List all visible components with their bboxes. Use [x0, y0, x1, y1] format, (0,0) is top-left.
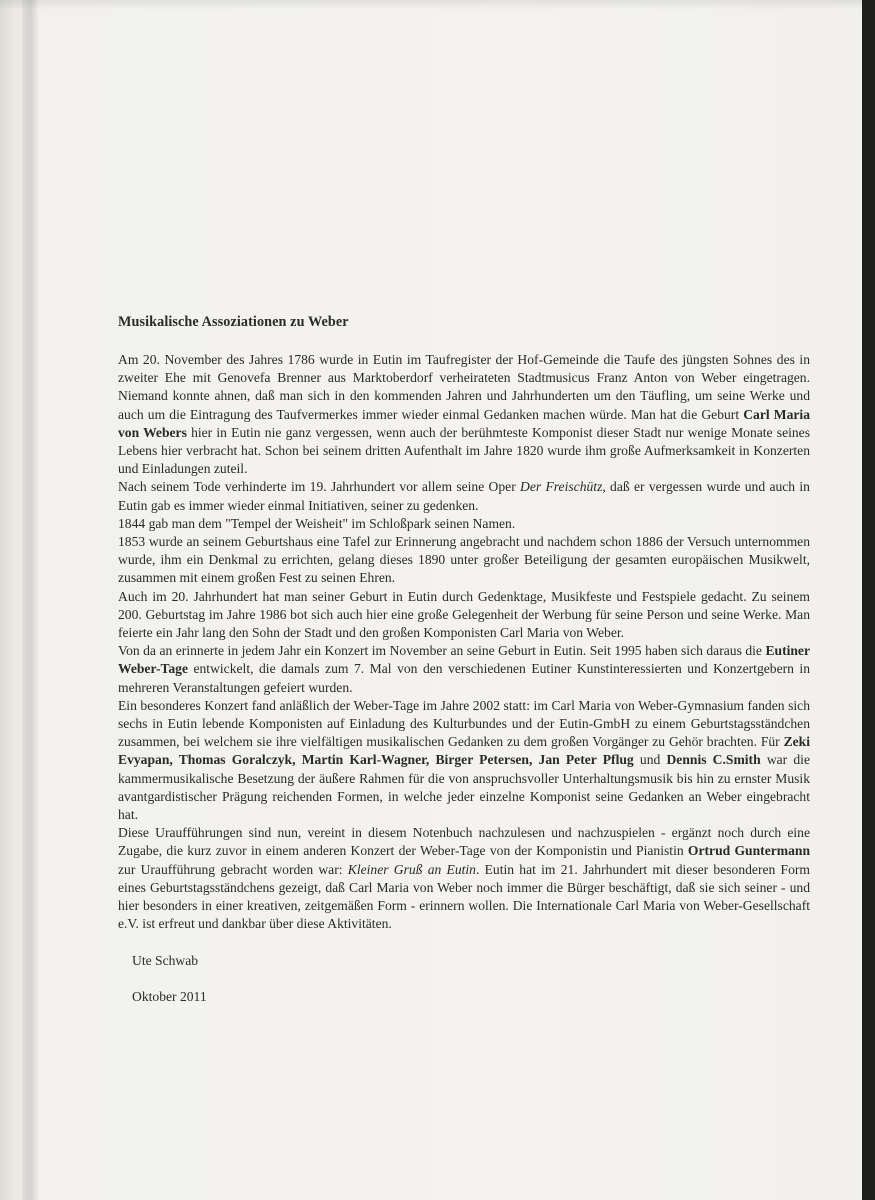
p7-bold-composer-smith: Dennis C.Smith — [666, 752, 761, 768]
paragraph-1 — [118, 351, 810, 478]
article-heading: Musikalische Assoziationen zu Weber — [118, 314, 349, 330]
paragraph-7 — [118, 697, 810, 824]
p8-text-c: . Eutin hat im 21. Jahrhundert mit dieser besonderen Form eines Geburtstagsständchens gezeigt, daß Carl Maria von Weber noch immer die Bürger beschäftigt, daß sie sich seiner - und hier besonders in einer kreativen, zeitgemäßen Form - erinnern wollen. Die Internationale Carl Maria von Weber-Gesellschaft e.V. ist erfreut und dankbar über diese Aktivitäten. — [118, 861, 811, 932]
page-top-shadow — [0, 0, 862, 10]
p7-text-a: Ein besonderes Konzert fand anläßlich der Weber-Tage im Jahre 2002 statt: im Carl Maria von Weber-Gymnasium fanden sich sechs in Eutin lebende Komponisten auf Einladung des Kulturbundes und der Eutin-GmbH zu einem Geburtstagsständchen zusammen, bei welchem sie ihre vielfältigen musikalischen Gedanken zu dem großen Vorgänger zu Gehör brachten. Für — [118, 697, 810, 750]
p8-bold-composer: Ortrud Guntermann — [687, 843, 811, 859]
paragraph-4: 1853 wurde an seinem Geburtshaus eine Tafel zur Erinnerung angebracht und nachdem schon 1886 der Versuch unternommen wurde, ihm ein Denkmal zu errichten, gelang dieses 1890 unter großer Beteiligung der gesamten europäischen Musikwelt, zusammen mit einem großen Fest zu seinen Ehren. — [118, 534, 810, 586]
article — [118, 314, 810, 1006]
p2-text-a: Nach seinem Tode verhinderte im 19. Jahrhundert vor allem seine Oper — [118, 479, 521, 495]
p6-text-a: Von da an erinnerte in jedem Jahr ein Konzert im November an seine Geburt in Eutin. Seit 1995 haben sich daraus die — [118, 643, 766, 659]
date-line: Oktober 2011 — [132, 988, 207, 1004]
page-gutter-shadow — [22, 0, 38, 1200]
p1-text-a: Am 20. November des Jahres 1786 wurde in Eutin im Taufregister der Hof-Gemeinde die Taufe des jüngsten Sohnes des in zweiter Ehe mit Genovefa Brenner aus Marktoberdorf verheirateten Stadtmusicus Franz Anton von Weber eingetragen. Niemand konnte ahnen, daß man sich in den kommenden Jahren und Jahrhunderten um den Täufling, um seine Werke und auch um die Eintragung des Taufvermerkes immer wieder einmal Gedanken machen würde. Man hat die Geburt — [118, 352, 810, 422]
p6-text-c: entwickelt, die damals zum 7. Mal von den verschiedenen Eutiner Kunstinteressierten und Konzertgebern in mehreren Veranstaltungen gefeiert wurden. — [118, 661, 810, 695]
paragraph-6 — [118, 642, 810, 697]
paragraph-2 — [118, 478, 810, 514]
p1-bold-name: Carl Maria von Webers — [118, 406, 810, 440]
p7-text-m: und — [633, 752, 667, 768]
paragraph-8 — [118, 824, 810, 933]
p7-bold-composers: Zeki Evyapan, Thomas Goralczyk, Martin Karl-Wagner, Birger Petersen, Jan Peter Pflug — [118, 734, 810, 768]
p2-opera-title: Der Freischütz — [520, 479, 603, 495]
p8-text-a: Diese Uraufführungen sind nun, vereint in diesem Notenbuch nachzulesen und nachzuspielen - ergänzt noch durch eine Zugabe, die kurz zuvor in einem anderen Konzert der Weber-Tage von der Komponistin und Pianistin — [118, 825, 810, 859]
p7-text-c: war die kammermusikalische Besetzung der äußere Rahmen für die von anspruchsvoller Unterhaltungsmusik bis hin zu ernster Musik avantgardistischer Prägung reichenden Formen, in welche jeder einzelne Komponist seine Gedanken an Weber eingebracht hat. — [118, 752, 810, 823]
p8-work-title: Kleiner Gruß an Eutin — [347, 861, 476, 877]
p8-text-m: zur Uraufführung gebracht worden war: — [118, 861, 348, 877]
p2-text-c: , daß er vergessen wurde und auch in Eutin gab es immer wieder einmal Initiativen, seiner zu gedenken. — [118, 479, 810, 513]
paragraph-5: Auch im 20. Jahrhundert hat man seiner Geburt in Eutin durch Gedenktage, Musikfeste und Festspiele gedacht. Zu seinem 200. Geburtstag im Jahre 1986 bot sich auch hier eine große Gelegenheit der Werbung für seine Person und seine Werke. Man feierte ein Jahr lang den Sohn der Stadt und den großen Komponisten Carl Maria von Weber. — [118, 588, 810, 641]
p6-bold-event: Eutiner Weber-Tage — [118, 643, 810, 677]
author-signature: Ute Schwab — [132, 952, 199, 968]
paragraph-3: 1844 gab man dem "Tempel der Weisheit" im Schloßpark seinen Namen. — [118, 515, 516, 531]
p1-text-c: hier in Eutin nie ganz vergessen, wenn auch der berühmteste Komponist dieser Stadt nur wenige Monate seines Lebens hier verbracht hat. Schon bei seinem dritten Aufenthalt im Jahre 1820 wurde ihm große Aufmerksamkeit in Konzerten und Einladungen zuteil. — [118, 424, 810, 477]
